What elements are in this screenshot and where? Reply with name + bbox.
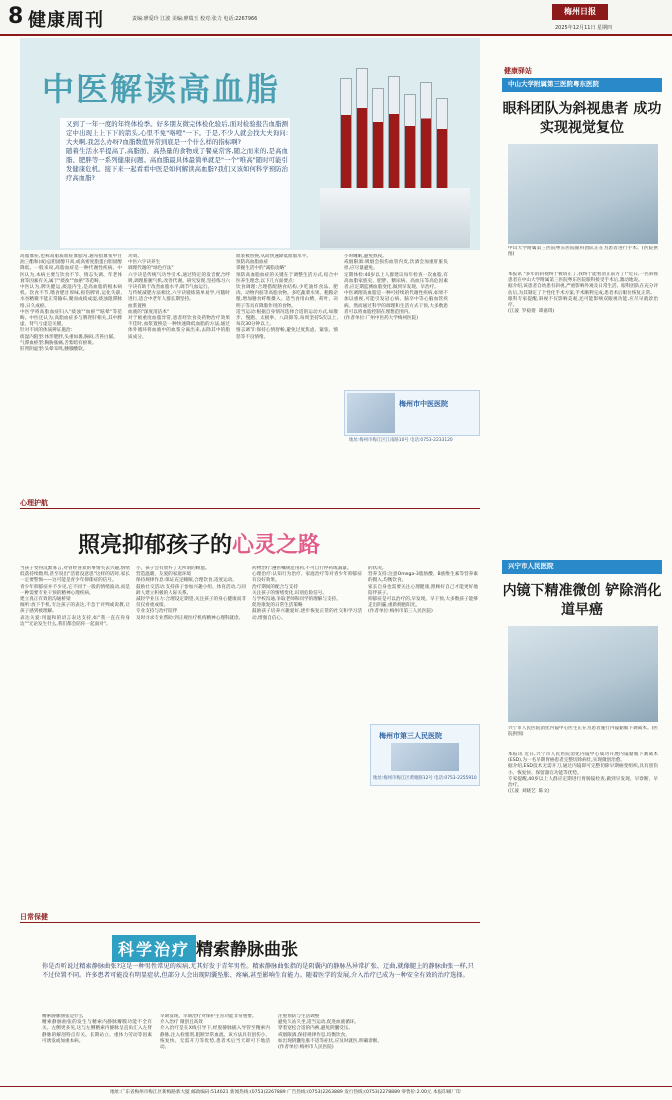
section-label: 健康驿站 [504, 67, 532, 75]
newspaper-logo: 梅州日报 [552, 4, 608, 20]
section-name: 健康周刊 [28, 10, 104, 31]
section-label: 心理护航 [20, 499, 48, 507]
article-column: 高脂血症,也称高脂质血症血脂常,通常指血浆中甘油三酯和(或)总胆固醇升高,或高密度脂蛋白胆固醇降低。一般来说,高脂血症是一种代谢性疾病。中医认为,本病主要与饮食不节、情志失调、年老体衰等因素有关,属于"痰浊""血瘀"等范畴。 中医认为,脾失健运,痰湿内生,是高血脂的根本病机。饮食不节,嗜食肥甘厚味,损伤脾胃,运化失职,水谷精微不能正常输布,聚而成痰成湿,痰浊阻滞脉络,日久成瘀。 中医学将高脂血症归入"痰浊""血瘀""眩晕"等范畴。中医还认为,高脂血症多与脾肾肝相关,其中脾虚、肾气亏虚是关键。 针对不同的体质辨证施治: 痰湿内阻型:体形肥胖,头重如裹,胸闷,舌苔白腻。 气滞血瘀型:胸胁胀痛,舌紫暗有瘀斑。 肝肾阴虚型:头晕耳鸣,腰膝酸软。 [20, 254, 122, 353]
article-title: 照亮抑郁孩子的心灵之路 [78, 533, 321, 558]
page-footer: 地址:广东省梅州市梅江区新梅路新大厦 邮政编码:514021 新闻热线:(0753)2267889 广告热线:(0753)2263889 发行热线:(0753)2278889 零售价:2.00元 本报印刷厂印 [0, 1086, 672, 1100]
article-title-banner: 科学治疗 [112, 935, 196, 962]
article-column: 当孩子变得沉默寡言,对曾经喜欢的事情失去兴趣,情绪低落持续数周,甚至说出"活着没意思"这样的话时,家长一定要警惕——这可能是青少年抑郁症的信号。 青少年抑郁症并不少见,它不同于一般的情绪波动,而是一种需要专业干预的精神心理疾病。 建立真正有效的沟通桥梁 倾听:放下手机,专注孩子的表达,不急于评判或说教,让孩子感到被理解。 表达关爱:用温和的语言表达支持,如"我一直在你身边""无论发生什么,我们都会陪你一起面对"。 [20, 566, 130, 627]
hospital-band: 兴宁市人民医院 [502, 560, 662, 574]
editor-info: 责编:廖爱玲 江波 美编:廖瑞玉 校对:张力 电话:2267966 [132, 16, 258, 22]
article-column: 的状况。 营养支持:注意Omega-3脂肪酸、B族维生素等营养素的摄入,均衡饮食。 家长自身也需要关注心理健康,照顾好自己才能更好地陪伴孩子。 抑郁症是可以治疗的,早发现、早干预,大多数孩子能够走出阴霾,重新拥抱阳光。 (作者单位:梅州市第三人民医院) [368, 566, 478, 615]
article-column: 功效。 中医六字诀养生 调理代谢的"绿色疗法" 六字诀是传统气功导引术,通过特定的发音配合呼吸,调理脏腑气机,改善代谢。研究发现,坚持练习六字诀有助于改善血脂水平,调节气血运行。 与传统减肥方法相比,六字诀锻炼简单易学,可随时进行,适合中老年人群长期坚持。 血浆置换 血液的"深度清洁术" 对于极重度血脂异常,患者经饮食及药物治疗效果不佳时,血浆置换是一种快速降低血脂的方法,通过体外循环将血液中的血浆分离出来,去除其中的脂质成分。 [128, 254, 230, 340]
test-tube-image [436, 98, 448, 200]
article-column: 注重预防与生活调整 避免久站久坐,适当运动,促进血液循环。 穿着宽松合适的内裤,避免阴囊受压。 戒烟限酒,保持规律作息,均衡饮食。 如出现阴囊坠胀不适等症状,应及时就医,明确诊断。 (作者单位:梅州市人民医院) [278, 1014, 382, 1051]
hand-glove-image [320, 188, 470, 248]
section-divider [20, 508, 480, 509]
photo-caption: 兴宁市人民医院消化内镜中心医生正在为患者施行内镜黏膜下剥离术。(医院供图) [508, 726, 658, 738]
section-divider [20, 922, 480, 923]
sidebar-headline: 眼科团队为斜视患者 成功实现视觉复位 [502, 101, 662, 136]
article-column: 血浆被替换,从而快速降低血脂水平。 预防高血脂血症 掌握生活中的"减脂攻略" 预防高血脂血症的关键在于调整生活方式,结合中医养生理念,以下几方面要点: 饮食调理:合理搭配膳食结构,少吃油炸食品、肥肉、动物内脏等高脂食物。多吃蔬菜水果、粗粮杂粮,增加膳食纤维摄入。适当食用山楂、荷叶、决明子等具有降脂作用的食物。 适当运动:根据自身情况选择合适的运动方式,如散步、慢跑、太极拳、八段锦等,每周坚持5次以上,每次30分钟以上。 情志调节:保持心情舒畅,避免过度焦虑、紧张、愤怒等不良情绪。 [236, 254, 338, 340]
ad-address: 地址:梅州市梅江区江南路10号 电话:0753-2233120 [349, 438, 453, 443]
issue-date: 2025年12月11日 星期四 [555, 25, 613, 31]
ad-address: 地址:梅州市梅江区黄塘路12号 电话:0753-2255910 [373, 776, 477, 781]
article-column: 小、孩子会有放弃了无所谓的顾虑。 营造温暖、友爱的家庭环境 保持规律作息:保证充足睡眠,合理饮食,适度运动。 鼓励社交活动:支持孩子参加兴趣小组、体育活动,与同龄人建立积极的人际关系。 减轻学业压力:合理设定期望,关注孩子的身心健康而非仅仅看重成绩。 专业支持与治疗陪伴 及时寻求专业帮助:到正规医疗机构精神心理科就诊。 [136, 566, 246, 621]
article-column: 小时睡眠,避免熬夜。 戒烟限酒:吸烟会损伤血管内皮,饮酒会加重肝脏负担,应尽量避免。 定期体检:40岁以上人群建议每年检查一次血脂,有高血脂家族史、肥胖、糖尿病、高血压等高危因素者,应定期监测血脂变化,做到早发现、早治疗。 中医调理高血脂是一种可持续的代谢性疾病,如果不加以重视,可能引发冠心病、脑卒中等心脑血管疾病。然而通过科学的调理和生活方式干预,大多数患者可以将血脂控制在理想范围内。 (作者单位:广州中医药大学梅州医院) [344, 254, 448, 322]
test-tube-image [404, 94, 416, 200]
test-tube-image [420, 82, 432, 202]
article-lead: 你是否听说过精索静脉曲张?这是一种男性常见的疾病,尤其好发于青年男性。精索静脉曲张指的是阴囊内的静脉丛异常扩张、迂曲,就像腿上的静脉曲张一样,只不过位置不同。许多患者可能没有明显症状,但部分人会出现阴囊坠胀、疼痛,甚至影响生育能力。随着医学的发展,介入治疗已成为一种安全有效的治疗选择。 [42, 963, 474, 979]
hospital-band: 中山大学附属第三医院粤东医院 [502, 78, 662, 92]
article-column: 精索静脉曲张是什么 精索静脉曲张的发生与精索内静脉瓣膜功能不全有关。左侧更多见,这与左侧精索内静脉呈直角汇入左肾静脉的解剖特点有关。长期站立、重体力劳动等因素可诱发或加重本病。 [42, 1014, 152, 1044]
sidebar-body: 本报讯 近日,兴宁市人民医院消化内镜中心成功开展内镜黏膜下剥离术(ESD),为一名早期胃癌患者完整切除病灶,实现微创治愈。 据介绍,ESD技术无需开刀,通过内镜即可完整切除早期癌变组织,具有创伤小、恢复快、保留器官功能等优势。 专家提醒,40岁以上人群应定期进行胃肠镜检查,做到早发现、早诊断、早治疗。 (江波 刘晓艺 陈文) [508, 752, 658, 795]
photo-caption: 中山大学附属第三医院粤东医院眼科团队正在为患者进行手术。(医院供图) [508, 246, 658, 258]
hospital-building-image [391, 743, 459, 771]
section-label: 日常保健 [20, 913, 48, 921]
sidebar-headline: 内镜下精准微创 铲除消化道早癌 [502, 583, 662, 618]
ad-hospital-name: 梅州市第三人民医院 [379, 732, 442, 740]
sidebar-body: 本报讯 "多年的斜视终于被矫正了,我终于能看清正前方了!"近日,一名斜视患者在中山大学附属第三医院粤东医院眼科接受手术后,激动地说。 据介绍,该患者自幼患有斜视,严重影响外观及日常生活。眼科团队在充分评估后,为其制定了个性化手术方案,手术顺利完成,患者术后眼位恢复正常。 眼科专家提醒,斜视不仅影响美观,还可能影响双眼视功能,应尽早就诊治疗。 (江波 罗稳倩 谭嘉琪) [508, 272, 658, 315]
hero-title: 中医解读高血脂 [42, 70, 281, 108]
test-tube-image [372, 88, 384, 200]
test-tube-image [388, 76, 400, 202]
page-number: 8 [8, 4, 24, 29]
ad-hospital-name: 梅州市中医医院 [399, 400, 448, 408]
title-highlight: 心灵之路 [232, 533, 321, 558]
test-tube-image [340, 78, 352, 200]
hospital-ad [370, 724, 480, 786]
hospital-ad [344, 390, 480, 443]
surgery-photo [508, 144, 658, 244]
endoscopy-photo [508, 626, 658, 722]
hero-intro: 又到了一年一度的年终体检季。好多朋友微完体检化验后,面对检验报告血脂测定中出现上上下下的箭头,心里不免"咯噔"一下。于是,不少人就会找大夫询问:大夫啊,我怎么办呀?血脂数值异常到底是一个什么样的指标啊? 随着生活水平提高了,高脂肪、高热量的食物成了餐桌常客,随之而来的,是高血脂、肥胖等一系列健康问题。高血脂最具体最简单就是"一个"唯高"随时可能引发健康危机。接下来一起看看中医是如何解读高血脂?我们又该如何科学预防治疗高血脂? [66, 120, 288, 182]
hospital-building-image [347, 393, 395, 433]
article-title: 精索静脉曲张 [196, 940, 298, 960]
test-tube-image [356, 68, 368, 200]
article-column: 药物治疗:遵医嘱规范用药,不可自行停药或减量。 心理治疗:认知行为治疗、家庭治疗等对青少年抑郁症有良好效果。 治疗期间的配合与支持 关注孩子的情绪变化,识别危险信号。 与学校沟通,争取老师和同学的理解与支持。 促进康复的日常生活策略 鼓励孩子培养兴趣爱好,逐步恢复正常的社交和学习活动,增强自信心。 [252, 566, 362, 621]
article-column: 早期发现、早期治疗对保护生育功能非常重要。 介入治疗 微创且高效 介入治疗是在X线引导下,经股静脉插入导管至精索内静脉,注入栓塞剂,阻断异常血流。该方法具有创伤小、恢复快、无需开刀等优势,患者术后当天即可下地活动。 [160, 1014, 270, 1051]
